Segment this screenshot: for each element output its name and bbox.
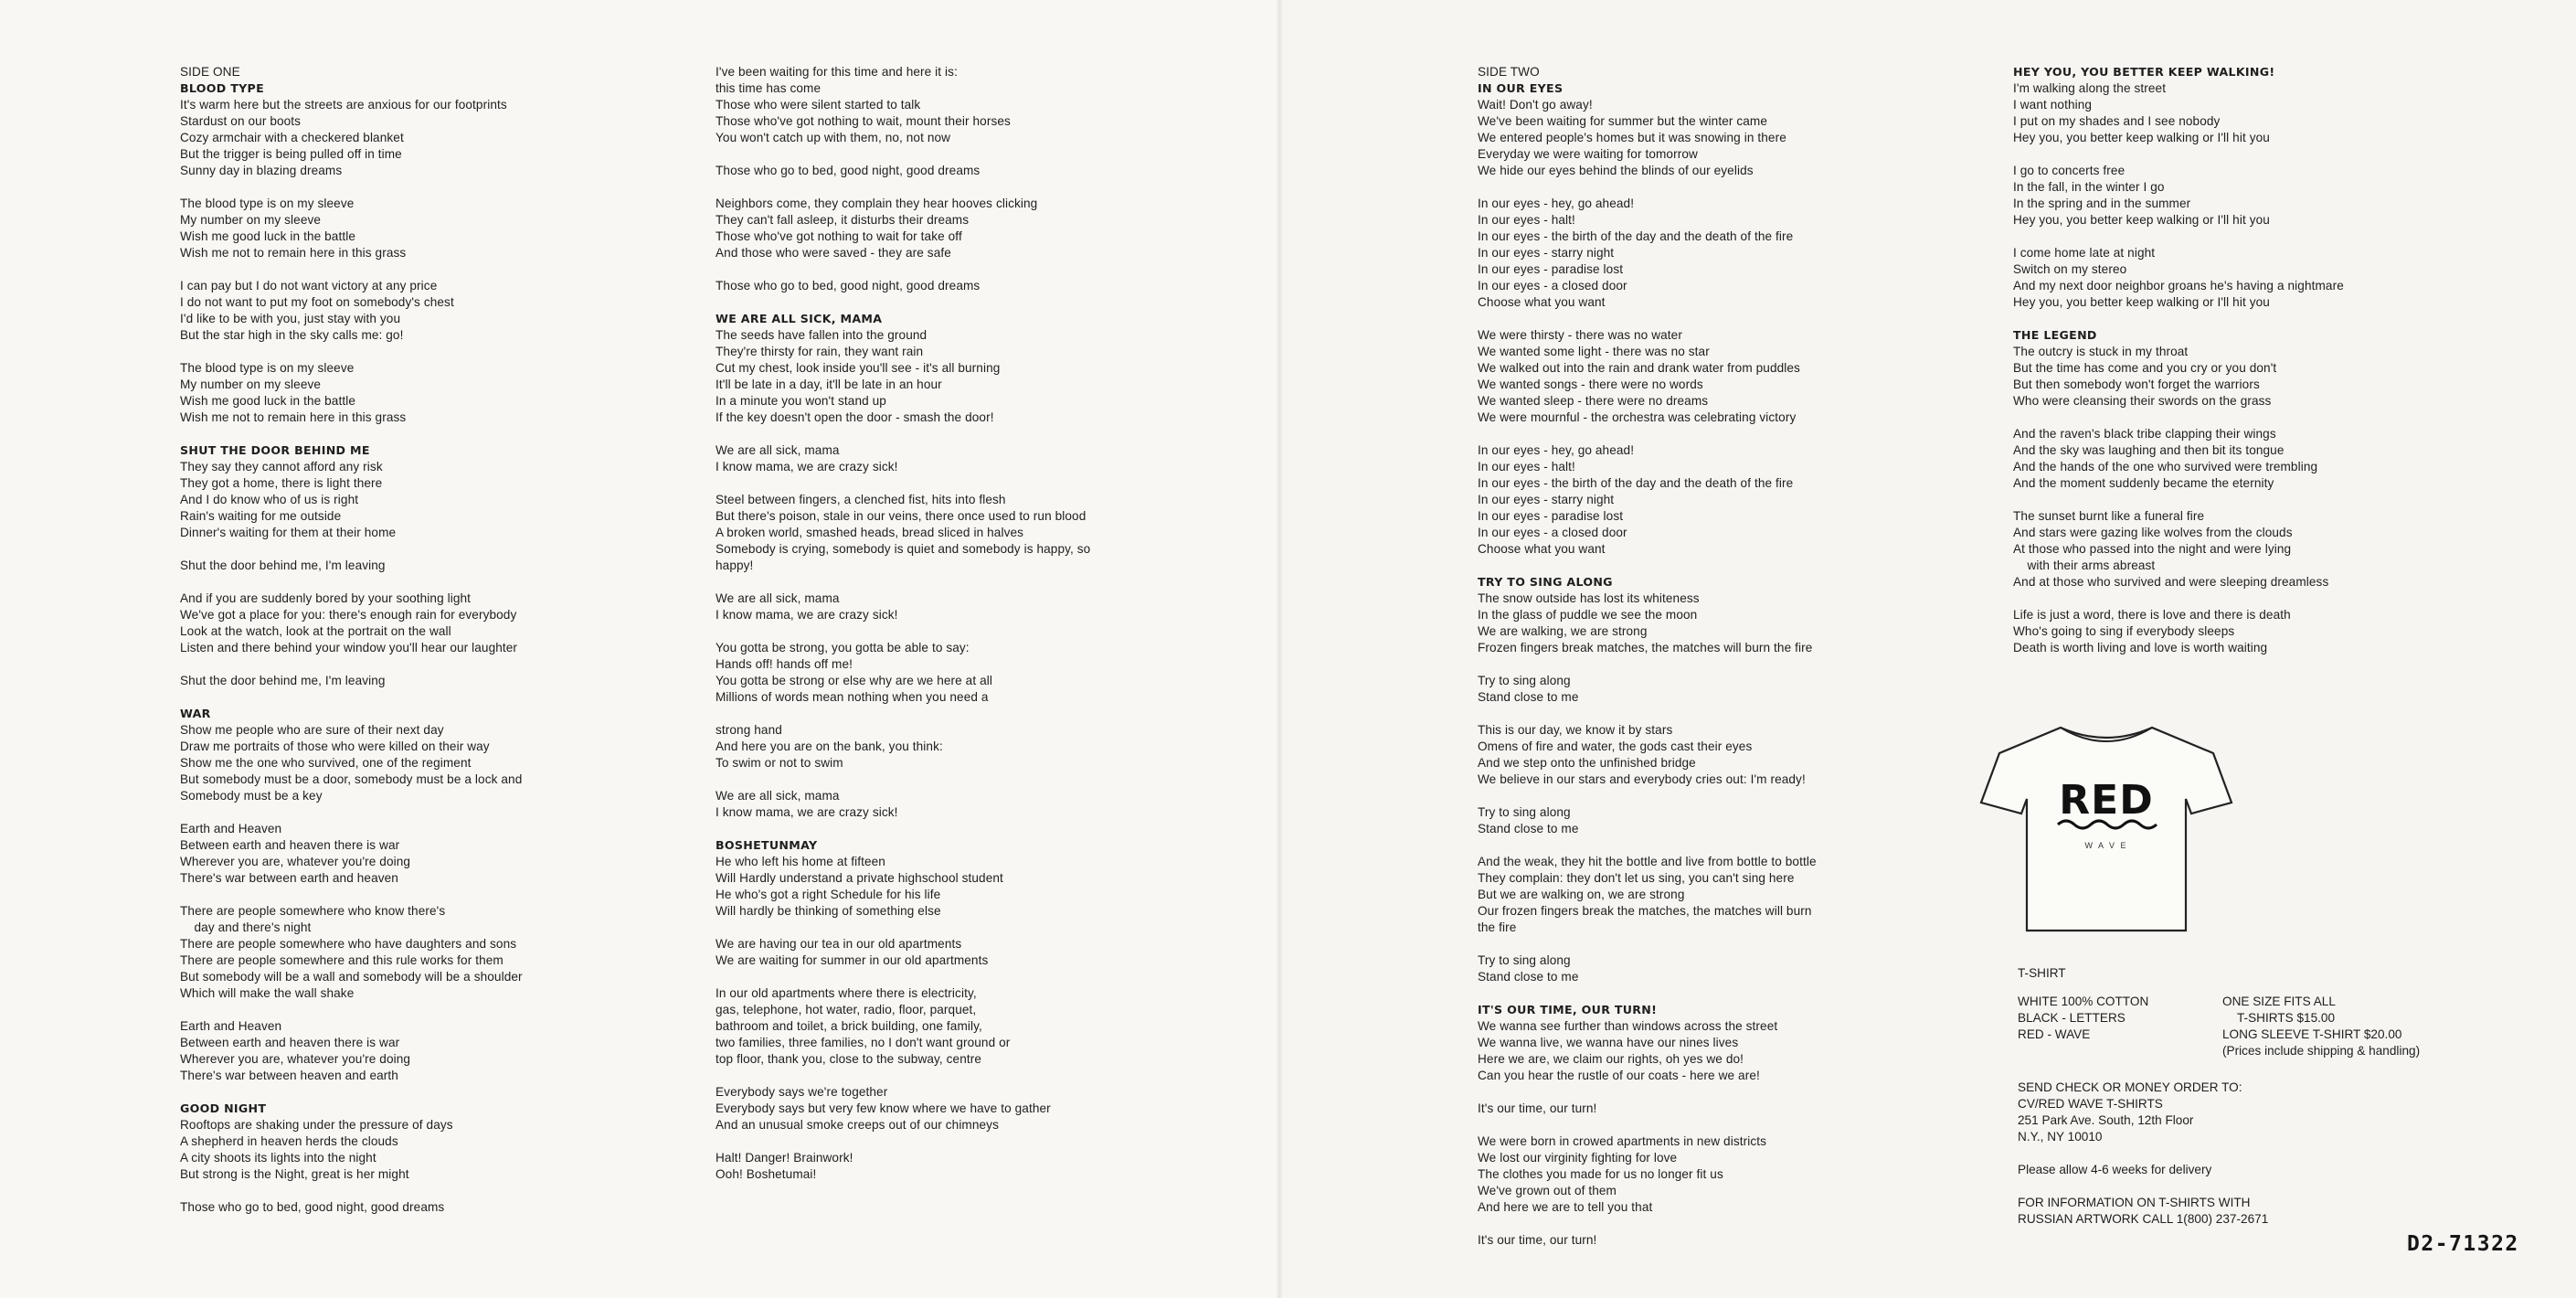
lyric-line: You gotta be strong or else why are we here at all <box>716 674 992 687</box>
lyric-line: Stand close to me <box>1478 822 1579 835</box>
lyric-line: Wish me not to remain here in this grass <box>180 410 407 424</box>
song-title: SHUT THE DOOR BEHIND ME <box>180 443 370 457</box>
lyric-line: Which will make the wall shake <box>180 986 355 1000</box>
lyric-line: Who were cleansing their swords on the grass <box>2013 394 2272 408</box>
lyric-line: In our eyes - paradise lost <box>1478 509 1624 523</box>
lyric-line: And the moment suddenly became the eternity <box>2013 476 2274 490</box>
lyric-line: We were mournful - the orchestra was celebrating victory <box>1478 410 1797 424</box>
side-label: SIDE TWO <box>1478 65 1540 79</box>
lyric-line: Will hardly be thinking of something else <box>716 904 941 918</box>
lyric-line: strong hand <box>716 723 782 737</box>
lyric-line: Those who were silent started to talk <box>716 98 921 112</box>
lyric-line: Hey you, you better keep walking or I'll hit you <box>2013 131 2270 144</box>
catalog-number: D2-71322 <box>2407 1232 2519 1256</box>
lyric-line: with their arms abreast <box>2013 559 2156 572</box>
lyric-line: Omens of fire and water, the gods cast their eyes <box>1478 739 1753 753</box>
song-title: IT'S OUR TIME, OUR TURN! <box>1478 1003 1658 1016</box>
lyric-line: There's war between earth and heaven <box>180 871 398 885</box>
lyric-line: Stand close to me <box>1478 690 1579 704</box>
lyric-line: Earth and Heaven <box>180 1019 282 1033</box>
lyric-line: In our eyes - halt! <box>1478 460 1575 473</box>
song-section <box>1478 574 2035 985</box>
lyric-line: Our frozen fingers break the matches, the matches will burn <box>1478 904 1812 918</box>
lyric-line: We were thirsty - there was no water <box>1478 328 1682 342</box>
lyric-line: We wanted sleep - there were no dreams <box>1478 394 1709 408</box>
lyric-line: There are people somewhere and this rule works for them <box>180 953 504 967</box>
lyric-line: In our eyes - starry night <box>1478 493 1615 506</box>
lyric-line: At those who passed into the night and were lying <box>2013 542 2292 556</box>
song-title: TRY TO SING ALONG <box>1478 575 1613 589</box>
lyric-line: Somebody is crying, somebody is quiet and somebody is happy, so <box>716 542 1091 556</box>
info-line: RUSSIAN ARTWORK CALL 1(800) 237-2671 <box>2018 1212 2269 1226</box>
lyric-line: Everyday we were waiting for tomorrow <box>1478 147 1698 161</box>
lyric-line: In our old apartments where there is electricity, <box>716 986 977 1000</box>
lyric-line: We are waiting for summer in our old apartments <box>716 953 989 967</box>
song-title: BLOOD TYPE <box>180 81 264 95</box>
side-two-column-1 <box>1478 64 2035 1249</box>
send-line: SEND CHECK OR MONEY ORDER TO: <box>2018 1080 2242 1094</box>
song-section <box>180 1101 728 1216</box>
lyric-line: But there's poison, stale in our veins, there once used to run blood <box>716 509 1087 523</box>
tshirt-illustration <box>1974 711 2239 940</box>
lyric-line: We were born in crowed apartments in new districts <box>1478 1134 1767 1148</box>
lyric-line: You won't catch up with them, no, not now <box>716 131 951 144</box>
song-section <box>1478 1002 2035 1249</box>
center-fold <box>1276 0 1283 1298</box>
lyric-line: Wait! Don't go away! <box>1478 98 1593 112</box>
lyric-line: I put on my shades and I see nobody <box>2013 114 2221 128</box>
lyric-line: In our eyes - the birth of the day and the death of the fire <box>1478 476 1794 490</box>
lyric-line: We entered people's homes but it was snowing in there <box>1478 131 1786 144</box>
lyric-line: Wish me not to remain here in this grass <box>180 246 407 260</box>
lyric-line: If the key doesn't open the door - smash the door! <box>716 410 994 424</box>
lyric-line: Between earth and heaven there is war <box>180 838 400 852</box>
song-title: THE LEGEND <box>2013 328 2097 342</box>
lyric-line: Show me the one who survived, one of the regiment <box>180 756 472 770</box>
lyric-line: two families, three families, no I don't want ground or <box>716 1036 1011 1049</box>
side-one-column-1 <box>180 64 728 1216</box>
detail-line: WHITE 100% COTTON <box>2018 995 2149 1008</box>
lyric-line: And my next door neighbor groans he's having a nightmare <box>2013 279 2344 293</box>
lyric-line: A city shoots its lights into the night <box>180 1151 376 1165</box>
lyric-line: Those who go to bed, good night, good dreams <box>716 279 981 293</box>
send-line: 251 Park Ave. South, 12th Floor <box>2018 1113 2194 1127</box>
price-line: LONG SLEEVE T-SHIRT $20.00 <box>2222 1027 2402 1041</box>
lyric-line: In our eyes - the birth of the day and the death of the fire <box>1478 229 1794 243</box>
song-section <box>716 64 1264 294</box>
lyric-line: A broken world, smashed heads, bread sliced in halves <box>716 526 1024 539</box>
lyric-line: Try to sing along <box>1478 953 1571 967</box>
song-section <box>1478 80 2035 558</box>
lyric-line: We've got a place for you: there's enough rain for everybody <box>180 608 517 622</box>
lyric-line: Will Hardly understand a private highschool student <box>716 871 1003 885</box>
lyric-line: happy! <box>716 559 754 572</box>
lyric-line: Wherever you are, whatever you're doing <box>180 855 411 868</box>
lyric-line: In the glass of puddle we see the moon <box>1478 608 1698 622</box>
lyric-line: this time has come <box>716 81 822 95</box>
tshirt-details-right <box>2222 994 2420 1059</box>
lyric-line: There's war between heaven and earth <box>180 1069 398 1082</box>
price-line: T-SHIRTS $15.00 <box>2237 1011 2336 1025</box>
lyric-line: They complain: they don't let us sing, you can't sing here <box>1478 871 1795 885</box>
lyric-line: Look at the watch, look at the portrait on the wall <box>180 624 451 638</box>
send-line: N.Y., NY 10010 <box>2018 1130 2103 1144</box>
lyric-line: But the trigger is being pulled off in time <box>180 147 402 161</box>
lyric-line: And here you are on the bank, you think: <box>716 739 943 753</box>
lyric-line: Steel between fingers, a clenched fist, hits into flesh <box>716 493 1006 506</box>
lyric-line: gas, telephone, hot water, radio, floor, parquet, <box>716 1003 977 1016</box>
lyric-line: There are people somewhere who know there's <box>180 904 446 918</box>
lyric-line: We are having our tea in our old apartments <box>716 937 962 951</box>
lyric-line: The outcry is stuck in my throat <box>2013 345 2189 358</box>
lyric-line: In the fall, in the winter I go <box>2013 180 2165 194</box>
lyric-line: Rain's waiting for me outside <box>180 509 342 523</box>
lyric-line: Halt! Danger! Brainwork! <box>716 1151 853 1165</box>
lyric-line: I know mama, we are crazy sick! <box>716 460 898 473</box>
lyric-line: I can pay but I do not want victory at any price <box>180 279 438 293</box>
lyric-line: And at those who survived and were sleeping dreamless <box>2013 575 2329 589</box>
lyric-line: It's warm here but the streets are anxious for our footprints <box>180 98 507 112</box>
lyric-line: In the spring and in the summer <box>2013 197 2191 210</box>
lyric-line: Show me people who are sure of their next day <box>180 723 444 737</box>
side-one-column-2 <box>716 64 1264 1183</box>
song-title: HEY YOU, YOU BETTER KEEP WALKING! <box>2013 65 2275 79</box>
lyric-line: Life is just a word, there is love and there is death <box>2013 608 2291 622</box>
song-title: WE ARE ALL SICK, MAMA <box>716 312 883 325</box>
lyric-line: Hands off! hands off me! <box>716 657 853 671</box>
lyric-line: He who left his home at fifteen <box>716 855 885 868</box>
lyric-line: In our eyes - a closed door <box>1478 526 1627 539</box>
side-two-column-2 <box>2013 64 2552 656</box>
song-section <box>180 706 728 1084</box>
lyric-line: I do not want to put my foot on somebody's chest <box>180 295 454 309</box>
song-section <box>716 311 1264 821</box>
lyric-line: It'll be late in a day, it'll be late in an hour <box>716 378 942 391</box>
lyric-line: Here we are, we claim our rights, oh yes we do! <box>1478 1052 1744 1066</box>
lyric-line: Frozen fingers break matches, the matches will burn the fire <box>1478 641 1813 654</box>
lyric-line: They're thirsty for rain, they want rain <box>716 345 924 358</box>
lyric-line: Neighbors come, they complain they hear hooves clicking <box>716 197 1038 210</box>
lyric-line: In our eyes - starry night <box>1478 246 1615 260</box>
lyric-line: And the sky was laughing and then bit its tongue <box>2013 443 2284 457</box>
lyric-line: And here we are to tell you that <box>1478 1200 1653 1214</box>
lyric-line: They say they cannot afford any risk <box>180 460 383 473</box>
lyric-line: We are all sick, mama <box>716 789 840 803</box>
lyric-line: And the weak, they hit the bottle and live from bottle to bottle <box>1478 855 1817 868</box>
lyric-line: It's our time, our turn! <box>1478 1101 1597 1115</box>
lyric-line: But the time has come and you cry or you don't <box>2013 361 2277 375</box>
lyric-line: We are all sick, mama <box>716 591 840 605</box>
lyric-line: In our eyes - halt! <box>1478 213 1575 227</box>
lyric-line: In our eyes - hey, go ahead! <box>1478 197 1635 210</box>
lyric-line: It's our time, our turn! <box>1478 1233 1597 1247</box>
lyric-line: And the raven's black tribe clapping their wings <box>2013 427 2276 441</box>
detail-line: RED - WAVE <box>2018 1027 2091 1041</box>
tshirt-title: T-SHIRT <box>2018 966 2066 980</box>
order-instructions <box>2018 1080 2268 1228</box>
lyric-line: But somebody will be a wall and somebody will be a shoulder <box>180 970 523 984</box>
lyric-line: Wherever you are, whatever you're doing <box>180 1052 411 1066</box>
lyric-line: We are all sick, mama <box>716 443 840 457</box>
lyric-line: I'd like to be with you, just stay with you <box>180 312 401 325</box>
lyric-line: Cozy armchair with a checkered blanket <box>180 131 404 144</box>
lyric-line: bathroom and toilet, a brick building, one family, <box>716 1019 982 1033</box>
lyric-line: Shut the door behind me, I'm leaving <box>180 674 386 687</box>
lyric-line: The sunset burnt like a funeral fire <box>2013 509 2205 523</box>
lyric-line: Wish me good luck in the battle <box>180 229 355 243</box>
lyric-line: In a minute you won't stand up <box>716 394 886 408</box>
lyric-line: I know mama, we are crazy sick! <box>716 608 898 622</box>
lyric-line: And I do know who of us is right <box>180 493 359 506</box>
lyric-line: Hey you, you better keep walking or I'll hit you <box>2013 213 2270 227</box>
lyric-line: Stand close to me <box>1478 970 1579 984</box>
lyric-line: And if you are suddenly bored by your soothing light <box>180 591 472 605</box>
lyric-line: But we are walking on, we are strong <box>1478 888 1685 901</box>
lyric-line: Switch on my stereo <box>2013 262 2127 276</box>
lyric-line: But somebody must be a door, somebody must be a lock and <box>180 772 523 786</box>
lyric-line: Choose what you want <box>1478 295 1606 309</box>
lyric-line: In our eyes - hey, go ahead! <box>1478 443 1635 457</box>
lyric-line: They can't fall asleep, it disturbs their dreams <box>716 213 970 227</box>
lyric-line: And an unusual smoke creeps out of our chimneys <box>716 1118 999 1132</box>
lyric-line: Can you hear the rustle of our coats - here we are! <box>1478 1069 1760 1082</box>
lyric-line: We wanna see further than windows across the street <box>1478 1019 1778 1033</box>
lyric-line: The clothes you made for us no longer fit us <box>1478 1167 1723 1181</box>
info-line: FOR INFORMATION ON T-SHIRTS WITH <box>2018 1196 2251 1209</box>
lyric-line: Try to sing along <box>1478 674 1571 687</box>
lyric-line: I know mama, we are crazy sick! <box>716 805 898 819</box>
lyric-line: And stars were gazing like wolves from the clouds <box>2013 526 2293 539</box>
song-title: GOOD NIGHT <box>180 1101 267 1115</box>
price-line: ONE SIZE FITS ALL <box>2222 995 2336 1008</box>
lyric-line: Those who go to bed, good night, good dreams <box>180 1200 445 1214</box>
lyric-line: Hey you, you better keep walking or I'll hit you <box>2013 295 2270 309</box>
lyric-line: Dinner's waiting for them at their home <box>180 526 397 539</box>
lyric-line: Sunny day in blazing dreams <box>180 164 343 177</box>
lyric-line: I come home late at night <box>2013 246 2156 260</box>
lyric-line: I've been waiting for this time and here it is: <box>716 65 958 79</box>
lyric-line: But strong is the Night, great is her might <box>180 1167 409 1181</box>
lyric-line: We believe in our stars and everybody cries out: I'm ready! <box>1478 772 1806 786</box>
lyric-line: Everybody says we're together <box>716 1085 888 1099</box>
lyric-line: Everybody says but very few know where we have to gather <box>716 1101 1051 1115</box>
lyric-line: You gotta be strong, you gotta be able to say: <box>716 641 970 654</box>
lyric-line: In our eyes - a closed door <box>1478 279 1627 293</box>
send-line: CV/RED WAVE T-SHIRTS <box>2018 1097 2163 1111</box>
lyric-line: Between earth and heaven there is war <box>180 1036 400 1049</box>
lyric-line: day and there's night <box>180 920 312 934</box>
side-label: SIDE ONE <box>180 65 240 79</box>
lyric-line: Draw me portraits of those who were killed on their way <box>180 739 490 753</box>
lyric-line: I go to concerts free <box>2013 164 2125 177</box>
lyric-line: Shut the door behind me, I'm leaving <box>180 559 386 572</box>
lyric-line: Who's going to sing if everybody sleeps <box>2013 624 2235 638</box>
lyric-line: But the star high in the sky calls me: go! <box>180 328 404 342</box>
lyric-line: We've been waiting for summer but the winter came <box>1478 114 1768 128</box>
tshirt-details-left <box>2018 994 2148 1043</box>
lyric-line: Rooftops are shaking under the pressure of days <box>180 1118 453 1132</box>
lyric-line: We've grown out of them <box>1478 1184 1617 1197</box>
lyric-line: In our eyes - paradise lost <box>1478 262 1624 276</box>
lyric-line: Somebody must be a key <box>180 789 323 803</box>
lyric-line: And we step onto the unfinished bridge <box>1478 756 1696 770</box>
song-title: WAR <box>180 707 211 720</box>
lyric-line: Try to sing along <box>1478 805 1571 819</box>
lyric-line: Those who go to bed, good night, good dreams <box>716 164 981 177</box>
lyric-line: Listen and there behind your window you'll hear our laughter <box>180 641 518 654</box>
lyric-line: He who's got a right Schedule for his life <box>716 888 941 901</box>
lyric-line: The seeds have fallen into the ground <box>716 328 928 342</box>
lyric-line: They got a home, there is light there <box>180 476 383 490</box>
lyric-line: We hide our eyes behind the blinds of our eyelids <box>1478 164 1754 177</box>
lyric-line: Cut my chest, look inside you'll see - it's all burning <box>716 361 1001 375</box>
lyric-line: Wish me good luck in the battle <box>180 394 355 408</box>
lyric-line: Stardust on our boots <box>180 114 302 128</box>
lyric-line: Ooh! Boshetumai! <box>716 1167 817 1181</box>
lyric-line: The blood type is on my sleeve <box>180 361 355 375</box>
lyric-line: the fire <box>1478 920 1517 934</box>
lyric-line: I'm walking along the street <box>2013 81 2167 95</box>
price-line: (Prices include shipping & handling) <box>2222 1044 2421 1058</box>
song-section <box>716 837 1264 1183</box>
lyric-line: Millions of words mean nothing when you need a <box>716 690 989 704</box>
song-section <box>180 80 728 426</box>
lyric-line: I want nothing <box>2013 98 2093 112</box>
lyric-line: Death is worth living and love is worth waiting <box>2013 641 2268 654</box>
song-title: BOSHETUNMAY <box>716 838 818 852</box>
lyric-line: And those who were saved - they are safe <box>716 246 951 260</box>
tshirt-wave-text: W A V E <box>2084 841 2128 850</box>
lyric-line: The blood type is on my sleeve <box>180 197 355 210</box>
detail-line: BLACK - LETTERS <box>2018 1011 2125 1025</box>
song-title: IN OUR EYES <box>1478 81 1564 95</box>
lyric-line: A shepherd in heaven herds the clouds <box>180 1134 398 1148</box>
lyric-line: My number on my sleeve <box>180 213 322 227</box>
lyric-line: The snow outside has lost its whiteness <box>1478 591 1700 605</box>
song-section <box>180 442 728 689</box>
lyric-line: We are walking, we are strong <box>1478 624 1648 638</box>
lyric-line: We wanna live, we wanna have our nines lives <box>1478 1036 1739 1049</box>
song-section <box>2013 64 2552 311</box>
lyric-line: We walked out into the rain and drank water from puddles <box>1478 361 1800 375</box>
lyric-line: We wanted some light - there was no star <box>1478 345 1710 358</box>
lyric-line: Choose what you want <box>1478 542 1606 556</box>
lyric-line: There are people somewhere who have daughters and sons <box>180 937 517 951</box>
tshirt-outline <box>1981 728 2231 931</box>
lyric-line: Those who've got nothing to wait for take off <box>716 229 962 243</box>
lyric-line: Those who've got nothing to wait, mount their horses <box>716 114 1011 128</box>
delivery-note: Please allow 4-6 weeks for delivery <box>2018 1163 2212 1176</box>
lyric-line: Earth and Heaven <box>180 822 282 835</box>
lyric-line: We wanted songs - there were no words <box>1478 378 1703 391</box>
lyric-line: And the hands of the one who survived were trembling <box>2013 460 2318 473</box>
lyric-line: top floor, thank you, close to the subway, centre <box>716 1052 982 1066</box>
lyric-line: To swim or not to swim <box>716 756 843 770</box>
song-section <box>2013 327 2552 656</box>
lyric-line: My number on my sleeve <box>180 378 322 391</box>
lyric-line: But then somebody won't forget the warriors <box>2013 378 2260 391</box>
lyric-line: This is our day, we know it by stars <box>1478 723 1673 737</box>
tshirt-logo: RED <box>2059 777 2154 824</box>
lyric-line: We lost our virginity fighting for love <box>1478 1151 1678 1165</box>
